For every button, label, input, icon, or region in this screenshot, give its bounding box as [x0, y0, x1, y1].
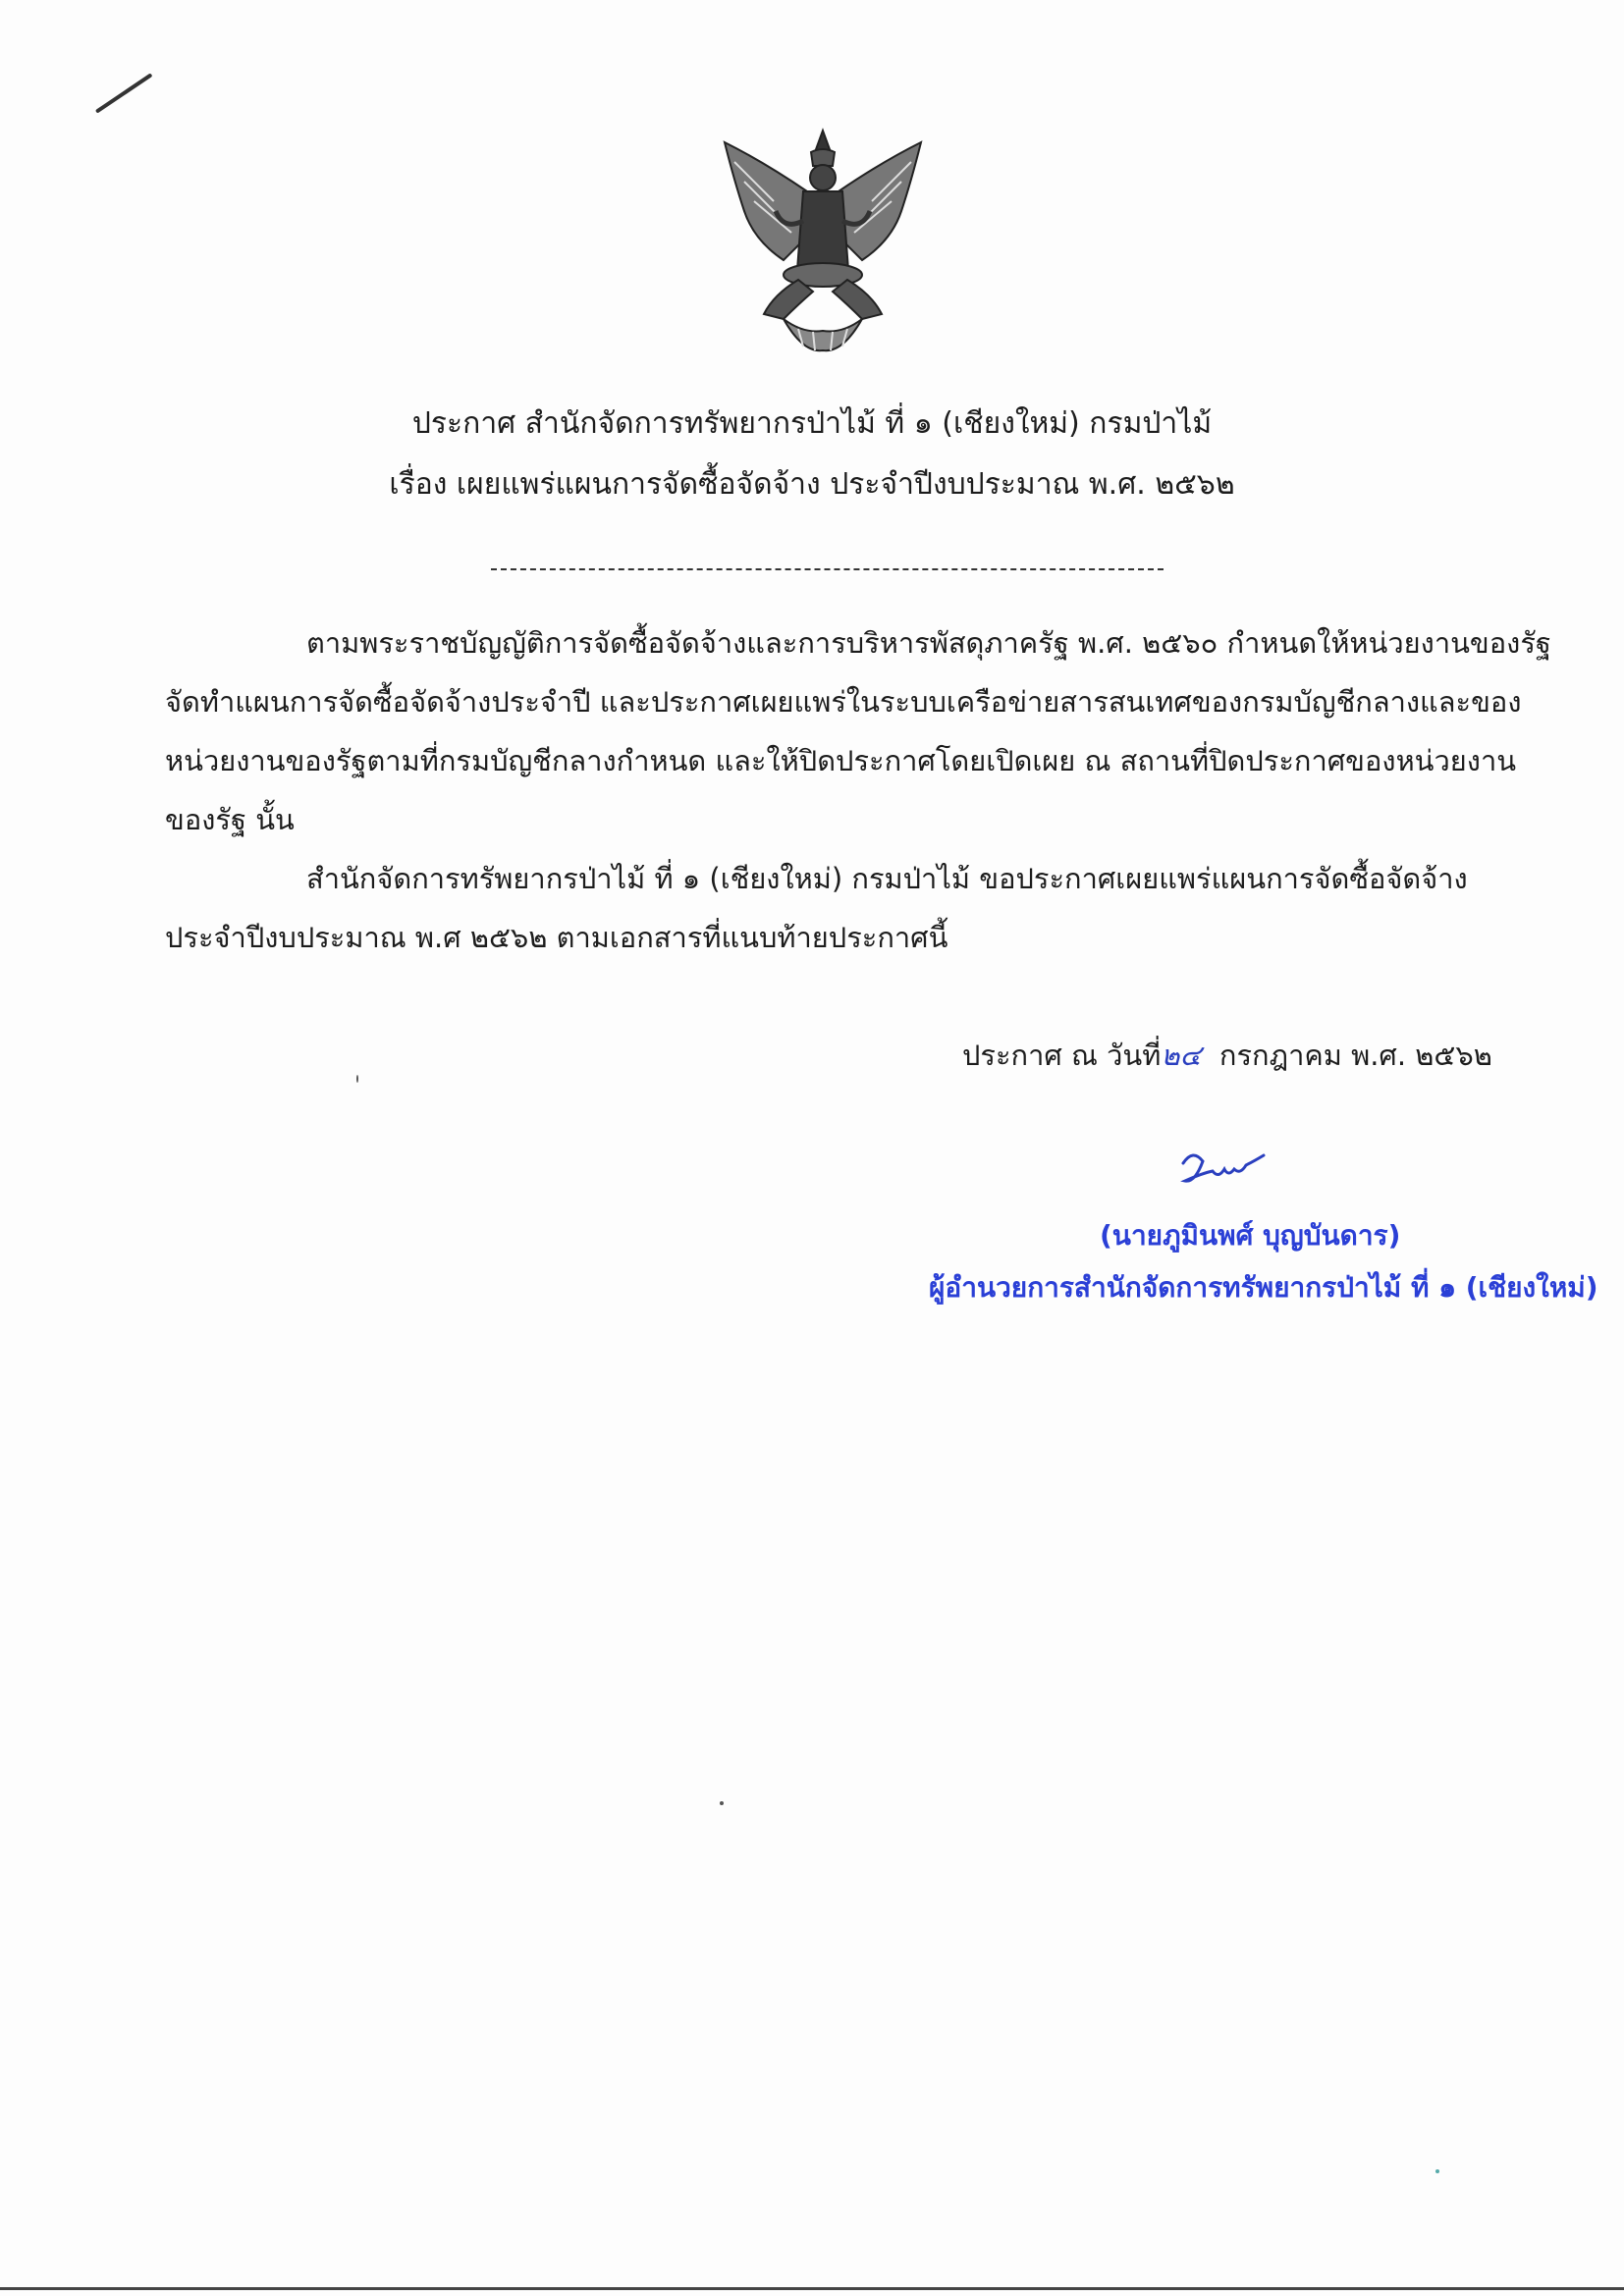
paragraph1-line3: หน่วยงานของรัฐตามที่กรมบัญชีกลางกำหนด และให้ปิดประกาศโดยเปิดเผย ณ สถานที่ปิดประกาศของหน่วยงาน	[165, 744, 1517, 777]
page-bottom-edge	[0, 2287, 1624, 2290]
scan-speck	[720, 1801, 724, 1805]
paragraph2-line2: ประจำปีงบประมาณ พ.ศ ๒๕๖๒ ตามเอกสารที่แนบท้ายประกาศนี้	[165, 921, 948, 954]
handwritten-signature	[1173, 1144, 1281, 1193]
announcement-subject: เรื่อง เผยแพร่แผนการจัดซื้อจัดจ้าง ประจำปีงบประมาณ พ.ศ. ๒๕๖๒	[389, 467, 1235, 502]
announcement-title: ประกาศ สำนักจัดการทรัพยากรป่าไม้ ที่ ๑ (เชียงใหม่) กรมป่าไม้	[411, 406, 1213, 441]
signatory-position: ผู้อำนวยการสำนักจัดการทรัพยากรป่าไม้ ที่ ๑ (เชียงใหม่)	[929, 1271, 1598, 1304]
garuda-emblem-icon	[705, 123, 941, 358]
scan-speck	[356, 1075, 358, 1083]
title-divider	[491, 568, 1164, 570]
paragraph1-line4: ของรัฐ นั้น	[165, 803, 295, 836]
paragraph1-line2: จัดทำแผนการจัดซื้อจัดจ้างประจำปี และประกาศเผยแพร่ในระบบเครือข่ายสารสนเทศของกรมบัญชีกลางและของ	[165, 685, 1522, 719]
paragraph1-line1: ตามพระราชบัญญัติการจัดซื้อจัดจ้างและการบริหารพัสดุภาครัฐ พ.ศ. ๒๕๖๐ กำหนดให้หน่วยงานของรัฐ	[306, 626, 1551, 660]
announcement-date	[962, 1033, 1492, 1078]
signatory-name: (นายภูมินพศ์ บุญบันดาร)	[1100, 1219, 1401, 1252]
pen-mark	[95, 73, 153, 113]
paragraph2-line1: สำนักจัดการทรัพยากรป่าไม้ ที่ ๑ (เชียงใหม่) กรมป่าไม้ ขอประกาศเผยแพร่แผนการจัดซื้อจัดจ้าง	[306, 862, 1468, 895]
date-day-handwritten: ๒๔	[1161, 1039, 1202, 1072]
scan-speck	[1435, 2169, 1439, 2173]
date-prefix: ประกาศ ณ วันที่	[962, 1039, 1162, 1072]
date-month-year: กรกฎาคม พ.ศ. ๒๕๖๒	[1218, 1039, 1492, 1072]
